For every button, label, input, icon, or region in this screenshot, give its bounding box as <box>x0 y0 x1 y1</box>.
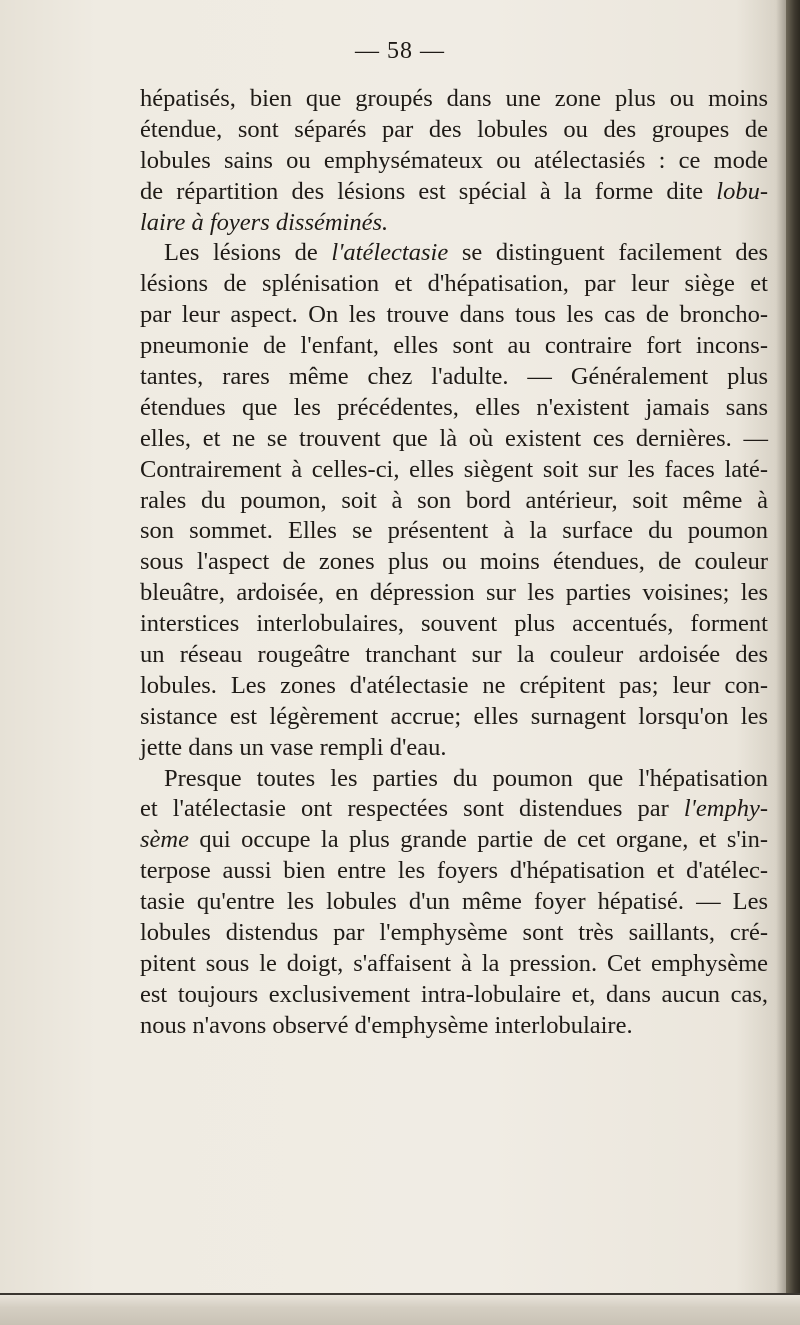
text-run: lésions de splénisation et d'hépatisation, par leur siège et <box>140 270 768 298</box>
text-line <box>140 331 768 362</box>
text-run: un réseau rougeâtre tranchant sur la couleur ardoisée des <box>140 641 768 669</box>
text-line <box>140 856 768 887</box>
page-number: — 58 — <box>355 38 445 64</box>
text-line <box>140 393 768 424</box>
text-line <box>140 84 768 115</box>
text-run: hépatisés, bien que groupés dans une zone plus ou moins <box>140 85 768 112</box>
text-line <box>140 640 768 671</box>
text-run: et l'atélectasie ont respectées sont distendues par <box>140 795 684 823</box>
italic-text: l'atélectasie <box>331 239 449 267</box>
text-line <box>140 609 768 640</box>
text-run: étendues que les précédentes, elles n'existent jamais sans <box>140 393 768 421</box>
text-run: lobules. Les zones d'atélectasie ne crépitent pas; leur con- <box>140 671 768 699</box>
text-run: bleuâtre, ardoisée, en dépression sur les parties voisines; les <box>140 579 768 607</box>
text-run: interstices interlobulaires, souvent plus accentués, forment <box>140 610 768 638</box>
text-line <box>140 516 768 547</box>
text-run: elles, et ne se trouvent que là où existent ces dernières. — <box>140 424 768 452</box>
italic-text: laire à foyers disséminés. <box>140 208 389 236</box>
text-run: sistance est légèrement accrue; elles surnagent lorsqu'on les <box>140 702 768 730</box>
text-run: par leur aspect. On les trouve dans tous les cas de broncho- <box>140 301 768 329</box>
text-run: tasie qu'entre les lobules d'un même foyer hépatisé. — Les <box>140 888 768 916</box>
text-line <box>140 300 768 331</box>
text-line <box>140 424 768 455</box>
page-bottom-edge <box>0 1293 800 1325</box>
text-run: terpose aussi bien entre les foyers d'hépatisation et d'atélec- <box>140 857 768 885</box>
text-line <box>140 362 768 393</box>
text-run: sous l'aspect de zones plus ou moins étendues, de couleur <box>140 548 768 576</box>
text-run: lobules sains ou emphysémateux ou atélectasiés : ce mode <box>140 146 768 174</box>
text-line <box>140 825 768 856</box>
text-run: est toujours exclusivement intra-lobulaire et, dans aucun cas, <box>140 980 768 1008</box>
text-run: tantes, rares même chez l'adulte. — Généralement plus <box>140 363 768 391</box>
text-line <box>140 455 768 486</box>
italic-text: lobu- <box>716 177 768 205</box>
text-run: jette dans un vase rempli d'eau. <box>140 733 447 761</box>
text-line <box>140 578 768 609</box>
text-run: Contrairement à celles-ci, elles siègent soit sur les faces laté- <box>140 455 768 483</box>
text-line <box>140 238 768 269</box>
text-line <box>140 733 768 764</box>
text-line <box>140 115 768 146</box>
italic-text: sème <box>140 826 189 854</box>
text-line <box>140 486 768 517</box>
text-line <box>140 208 768 239</box>
italic-text: l'emphy- <box>683 795 768 823</box>
text-run: se distinguent facilement des <box>448 239 768 267</box>
text-line <box>140 269 768 300</box>
text-line <box>140 949 768 980</box>
text-run: qui occupe la plus grande partie de cet organe, et s'in- <box>188 826 768 854</box>
text-line <box>140 671 768 702</box>
text-run: pneumonie de l'enfant, elles sont au contraire fort incons- <box>140 332 768 360</box>
body-text <box>140 84 768 1042</box>
text-run: de répartition des lésions est spécial à la forme dite <box>140 177 717 205</box>
text-line <box>140 702 768 733</box>
text-line <box>140 980 768 1011</box>
text-line <box>140 1011 768 1042</box>
text-run: son sommet. Elles se présentent à la surface du poumon <box>140 517 768 545</box>
text-run: étendue, sont séparés par des lobules ou des groupes de <box>140 115 768 143</box>
text-run: Presque toutes les parties du poumon que l'hépatisation <box>164 764 768 792</box>
text-run: rales du poumon, soit à son bord antérieur, soit même à <box>140 486 768 514</box>
page-edge-shadow <box>786 0 800 1325</box>
text-run: Les lésions de <box>164 239 332 267</box>
text-line <box>140 918 768 949</box>
text-run: pitent sous le doigt, s'affaisent à la pression. Cet emphysème <box>140 949 768 977</box>
text-line <box>140 764 768 795</box>
text-line <box>140 146 768 177</box>
text-run: nous n'avons observé d'emphysème interlobulaire. <box>140 1011 633 1039</box>
text-line <box>140 794 768 825</box>
text-line <box>140 547 768 578</box>
text-line <box>140 887 768 918</box>
text-line <box>140 177 768 208</box>
text-run: lobules distendus par l'emphysème sont très saillants, cré- <box>140 919 768 947</box>
